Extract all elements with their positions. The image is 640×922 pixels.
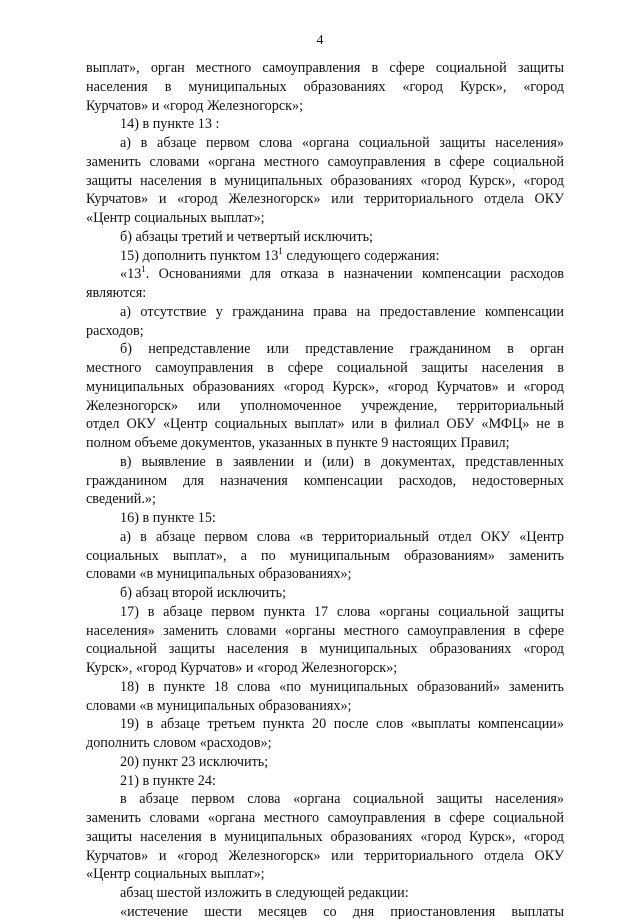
text-line [86, 303, 564, 322]
text-line [86, 78, 564, 97]
text-line-content: дополнить словом «расходов»; [86, 735, 272, 751]
text-line [86, 172, 564, 191]
text-line [86, 547, 564, 566]
text-line [86, 453, 564, 472]
text-line-content: 21) в пункте 24: [120, 772, 216, 789]
text-line-content: «истечение шести месяцев со дня приостановления выплаты [120, 903, 564, 920]
text-line [86, 884, 564, 903]
text-line [86, 247, 564, 266]
text-line-content: «13 [120, 266, 142, 283]
text-line-content: Курчатов» и «город Железногорск» или территориального отдела ОКУ [86, 847, 564, 864]
text-line-content: выплат», орган местного самоуправления в сфере социальной защиты [86, 60, 564, 76]
text-line-content: Курск», «город Курчатов» и «город Железногорск»; [86, 660, 398, 676]
text-line [86, 490, 564, 509]
text-line-content: «Центр социальных выплат»; [86, 866, 265, 883]
text-line-continuation: . Основаниями для отказа в назначении компенсации расходов [145, 266, 564, 283]
superscript: 1 [141, 265, 146, 275]
text-line-content: населения» заменить словами «органы местного самоуправления в сфере [86, 622, 564, 639]
text-line-content: в) выявление в заявлении и (или) в документах, представленных [120, 453, 564, 470]
text-line-content: словами «в муниципальных образованиях»; [86, 697, 352, 714]
text-line [86, 209, 564, 228]
text-line [86, 697, 564, 716]
text-line-content: 19) в абзаце третьем пункта 20 после слов «выплаты компенсации» [120, 716, 564, 733]
text-line-content: расходов; [86, 322, 144, 339]
text-line [86, 322, 564, 341]
text-line [86, 378, 564, 397]
text-line-content: являются: [86, 285, 147, 301]
text-line-content: муниципальных образованиях «город Курск», «город Курчатов» и «город [86, 378, 564, 395]
text-line-content: абзац шестой изложить в следующей редакции: [120, 885, 409, 901]
text-line [86, 434, 564, 453]
superscript: 1 [278, 246, 283, 256]
text-line [86, 790, 564, 809]
text-line-content: а) в абзаце первом слова «органа социальной защиты населения» [120, 135, 564, 151]
text-line [86, 528, 564, 547]
text-line-content: Курчатов» и «город Железногорск» или территориального отдела ОКУ [86, 191, 564, 208]
text-line-content: 15) дополнить пунктом 13 [120, 247, 279, 264]
text-line [86, 134, 564, 153]
text-line [86, 97, 564, 116]
text-line-content: 20) пункт 23 исключить; [120, 753, 269, 770]
document-body [86, 59, 564, 922]
text-line [86, 565, 564, 584]
text-line [86, 659, 564, 678]
text-line-content: гражданином для назначения компенсации расходов, недостоверных [86, 472, 564, 489]
text-line [86, 59, 564, 78]
text-line-content: Курчатов» и «город Железногорск»; [86, 97, 304, 114]
text-line-content: 14) в пункте 13 : [120, 116, 220, 133]
text-line-content: социальной защиты населения в муниципальных образованиях «город [86, 641, 564, 658]
text-line-content: а) отсутствие у гражданина права на предоставление компенсации [120, 303, 564, 320]
text-line-content: заменить словами «органа местного самоуправления в сфере социальной [86, 810, 564, 826]
text-line-content: б) абзац второй исключить; [120, 585, 287, 601]
text-line [86, 190, 564, 209]
text-line [86, 753, 564, 772]
text-line [86, 415, 564, 434]
text-line [86, 153, 564, 172]
text-line [86, 584, 564, 603]
text-line [86, 284, 564, 303]
text-line [86, 715, 564, 734]
text-line-content: а) в абзаце первом слова «в территориальный отдел ОКУ «Центр [120, 528, 564, 545]
text-line-content: Железногорск» или уполномоченное учреждение, территориальный [86, 397, 564, 414]
page-number: 4 [316, 33, 324, 48]
text-line-content: полном объеме документов, указанных в пункте 9 настоящих Правил; [86, 435, 510, 451]
text-line [86, 678, 564, 697]
text-line [86, 472, 564, 491]
text-line-content: б) абзацы третий и четвертый исключить; [120, 228, 373, 245]
text-line [86, 809, 564, 828]
text-line [86, 509, 564, 528]
text-line [86, 228, 564, 247]
text-line-content: местного самоуправления в сфере социальной защиты населения в [86, 360, 564, 376]
text-line-content: населения в муниципальных образованиях «город Курск», «город [86, 78, 564, 95]
text-line [86, 340, 564, 359]
text-line [86, 397, 564, 416]
text-line-content: заменить словами «органа местного самоуправления в сфере социальной [86, 153, 564, 170]
text-line-content: б) непредставление или представление гражданином в орган [120, 341, 564, 358]
text-line [86, 828, 564, 847]
text-line-content: «Центр социальных выплат»; [86, 210, 265, 226]
text-line [86, 640, 564, 659]
text-line-content: 18) в пункте 18 слова «по муниципальных образований» заменить [120, 678, 564, 695]
text-line-content: в абзаце первом слова «органа социальной защиты населения» [120, 791, 564, 808]
text-line-content: словами «в муниципальных образованиях»; [86, 566, 352, 583]
text-line [86, 115, 564, 134]
text-line-content: сведений.»; [86, 491, 156, 508]
text-line [86, 903, 564, 922]
text-line [86, 622, 564, 641]
text-line-content: 17) в абзаце первом пункта 17 слова «органы социальной защиты [120, 603, 564, 620]
text-line [86, 603, 564, 622]
text-line [86, 865, 564, 884]
text-line [86, 847, 564, 866]
text-line-content: защиты населения в муниципальных образованиях «город Курск», «город [86, 172, 564, 189]
text-line-content: отдел ОКУ «Центр социальных выплат» или в филиал ОБУ «МФЦ» не в [86, 416, 564, 433]
text-line [86, 734, 564, 753]
text-line [86, 265, 564, 284]
text-line-content: защиты населения в муниципальных образованиях «город Курск», «город [86, 828, 564, 845]
text-line-content: социальных выплат», а по муниципальным образованиям» заменить [86, 547, 564, 564]
text-line [86, 772, 564, 791]
text-line-content: 16) в пункте 15: [120, 510, 216, 526]
text-line [86, 359, 564, 378]
text-line-continuation: следующего содержания: [282, 247, 440, 264]
